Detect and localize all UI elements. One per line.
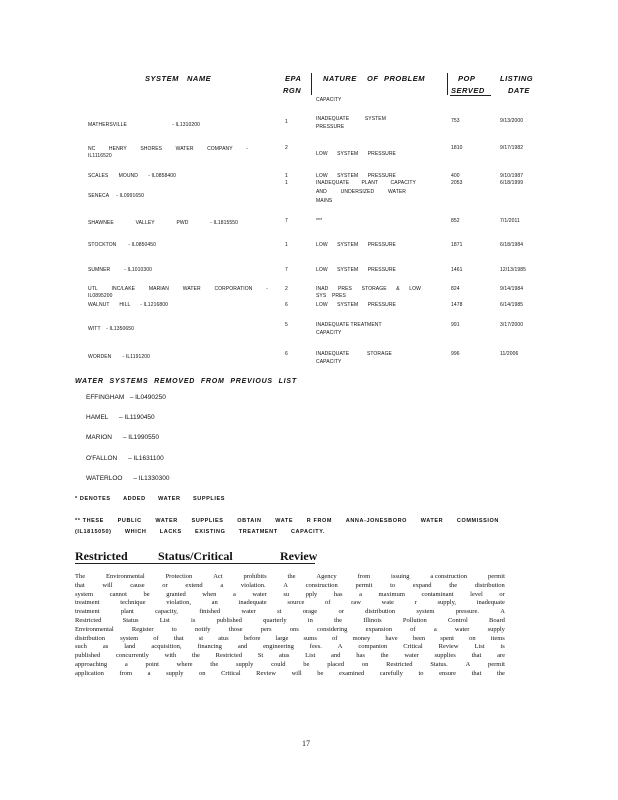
table-row-rgn: 6 <box>285 302 288 308</box>
paragraph-word: A <box>500 608 505 616</box>
header-nature: NATURE <box>323 74 357 83</box>
paragraph-word: raw <box>351 599 361 607</box>
table-row-name: IL1116520 <box>88 153 112 159</box>
table-row-nature: LOW SYSTEM PRESSURE <box>316 267 396 273</box>
table-row-name: WITT - IL1350650 <box>88 326 134 332</box>
paragraph-word: the <box>334 617 343 624</box>
note-added: * DENOTES ADDED WATER SUPPLIES <box>75 496 225 502</box>
paragraph-line <box>75 608 505 615</box>
paragraph-word: such <box>75 643 87 651</box>
header-date: DATE <box>508 86 530 95</box>
paragraph-word: r <box>414 599 417 607</box>
paragraph-word: pply <box>305 590 318 598</box>
paragraph-word: be <box>143 590 150 598</box>
paragraph-word: are <box>497 652 505 660</box>
table-row-rgn: 6 <box>285 351 288 357</box>
paragraph-word: water <box>252 590 267 598</box>
table-row-name: NC HENRY SHORES WATER COMPANY - <box>88 146 248 152</box>
table-row-name: STOCKTON - IL0850450 <box>88 242 156 248</box>
paragraph-line <box>75 599 505 606</box>
paragraph-word: atus <box>278 652 290 660</box>
paragraph-word: land <box>124 643 136 651</box>
paragraph-word: construction <box>305 581 338 589</box>
paragraph-word: granted <box>166 590 186 598</box>
paragraph-word: where <box>176 661 193 668</box>
paragraph-word: examined <box>338 669 365 677</box>
table-row-date: 9/17/1982 <box>500 145 524 151</box>
header-divider <box>447 73 448 95</box>
paragraph-word: on <box>361 661 369 668</box>
paragraph-word: cannot <box>109 590 127 598</box>
table-row-nature: INAD PRES STORAGE & LOW <box>316 286 421 292</box>
paragraph-word: that <box>471 652 482 660</box>
paragraph-word: to <box>171 625 177 633</box>
note-anna-jonesboro: ** THESE PUBLIC WATER SUPPLIES OBTAIN WATE R FROM ANNA-JONESBORO WATER COMMISSION <box>75 518 499 524</box>
paragraph-word: will <box>102 581 113 589</box>
paragraph-word: Review <box>256 669 276 677</box>
paragraph-word: on <box>469 634 476 642</box>
table-row-nature: SYS PRES <box>316 293 346 299</box>
paragraph-word: Board <box>489 617 505 624</box>
table-row-nature: INADEQUATE SYSTEM <box>316 116 386 122</box>
paragraph-word: inadequate <box>238 599 267 607</box>
paragraph-word: the <box>496 669 505 677</box>
paragraph-word: is <box>500 643 505 651</box>
paragraph-word: Review <box>438 643 459 651</box>
paragraph-word: or <box>162 581 168 589</box>
paragraph-word: approaching <box>75 661 108 668</box>
removed-item: EFFINGHAM – IL0490250 <box>86 394 166 401</box>
paragraph-word: permit <box>355 581 373 589</box>
paragraph-word: supplies <box>434 652 456 660</box>
paragraph-word: or <box>499 590 505 598</box>
section-title-review: Review <box>280 549 318 563</box>
paragraph-word: water <box>241 608 256 616</box>
table-row-rgn: 5 <box>285 322 288 328</box>
header-epa: EPA <box>285 74 302 83</box>
paragraph-word: maximum <box>378 590 405 598</box>
paragraph-word: Act <box>213 573 223 580</box>
paragraph-word: Critical <box>221 669 241 677</box>
paragraph-word: List <box>474 643 485 651</box>
paragraph-word: expand <box>412 581 432 589</box>
paragraph-word: st <box>198 634 204 642</box>
paragraph-word: published <box>216 617 242 624</box>
paragraph-word: quarterly <box>263 617 287 624</box>
paragraph-word: those <box>228 625 243 633</box>
table-row-name: WORDEN - IL1191200 <box>88 354 150 360</box>
removed-item: WATERLOO – IL1330300 <box>86 475 170 482</box>
table-row-pop: 1478 <box>451 302 463 308</box>
table-row-nature: PRESSURE <box>316 124 345 130</box>
removed-item: O'FALLON – IL1631100 <box>86 455 164 462</box>
paragraph-word: Status <box>122 617 139 624</box>
header-name: NAME <box>187 74 212 83</box>
header-pop: POP <box>458 74 476 83</box>
paragraph-word: technique <box>120 599 146 607</box>
paragraph-word: Critical <box>403 643 423 651</box>
paragraph-word: a construction <box>430 573 468 580</box>
note-anna-jonesboro: (IL1815050) WHICH LACKS EXISTING TREATMENT CAPACITY. <box>75 529 325 535</box>
paragraph-word: acquisition, <box>151 643 182 651</box>
table-row-nature: MAINS <box>316 198 333 204</box>
paragraph-line <box>75 670 505 677</box>
paragraph-word: extend <box>185 581 203 589</box>
table-row-date: 9/14/1984 <box>500 286 524 292</box>
paragraph-word: Environmental <box>75 625 114 633</box>
paragraph-word: supply <box>236 661 254 668</box>
paragraph-word: when <box>202 590 217 598</box>
paragraph-word: the <box>191 652 200 660</box>
paragraph-word: pers <box>260 625 272 633</box>
paragraph-word: that <box>75 581 85 589</box>
paragraph-word: Status. <box>430 661 448 668</box>
paragraph-word: supply <box>487 625 505 633</box>
table-row-date: 7/1/2011 <box>500 218 520 224</box>
paragraph-word: sums <box>303 634 317 642</box>
paragraph-word: Pollution <box>402 617 427 624</box>
table-row-rgn: 1 <box>285 119 288 125</box>
paragraph-word: concurrently <box>116 652 149 660</box>
page-number: 17 <box>302 739 310 748</box>
table-row-date: 12/13/1985 <box>500 267 527 273</box>
table-row-nature: INADEQUATE STORAGE <box>316 351 392 357</box>
paragraph-word: Protection <box>165 573 193 580</box>
paragraph-word: distribution <box>474 581 505 589</box>
paragraph-word: system <box>75 590 94 598</box>
paragraph-word: a <box>147 669 151 677</box>
paragraph-word: A <box>283 581 288 589</box>
paragraph-word: a <box>124 661 128 668</box>
table-row-nature: *** <box>316 218 323 224</box>
table-row-nature: AND UNDERSIZED WATER <box>316 189 406 195</box>
table-row-rgn: 1 <box>285 242 288 248</box>
paragraph-word: ons <box>289 625 299 633</box>
paragraph-word: before <box>243 634 261 642</box>
table-row-nature: INADEQUATE PLANT CAPACITY <box>316 180 416 186</box>
header-of: OF <box>367 74 379 83</box>
paragraph-line <box>75 573 505 580</box>
paragraph-word: inadequate <box>476 599 505 607</box>
paragraph-word: supply <box>166 669 184 677</box>
header-divider <box>311 73 312 95</box>
table-row-date: 6/18/1999 <box>500 180 524 186</box>
paragraph-word: The <box>75 573 86 580</box>
paragraph-word: be <box>317 669 324 677</box>
table-row-nature: LOW SYSTEM PRESSURE <box>316 242 396 248</box>
table-row-pop: 1461 <box>451 267 463 273</box>
paragraph-word: could <box>271 661 286 668</box>
table-row-rgn: 7 <box>285 267 288 273</box>
paragraph-word: atus <box>218 634 229 642</box>
header-rgn: RGN <box>283 86 302 95</box>
table-row-rgn: 1 <box>285 180 288 186</box>
paragraph-word: has <box>333 590 343 598</box>
paragraph-word: have <box>385 634 398 642</box>
paragraph-word: Restricted <box>215 652 243 660</box>
table-row-nature: LOW SYSTEM PRESSURE <box>316 302 396 308</box>
paragraph-word: of <box>410 625 416 633</box>
table-row-name: UTL INC/LAKE MARIAN WATER CORPORATION - <box>88 286 268 292</box>
paragraph-word: the <box>287 573 296 580</box>
paragraph-word: the <box>380 652 389 660</box>
paragraph-word: distribution <box>75 634 105 642</box>
paragraph-word: a <box>220 581 224 589</box>
capacity-carryover: CAPACITY <box>316 97 342 103</box>
table-row-date: 9/10/1987 <box>500 173 524 179</box>
table-row-pop: 996 <box>451 351 460 357</box>
table-row-date: 9/13/2000 <box>500 118 524 124</box>
table-row-pop: 991 <box>451 322 460 328</box>
header-system: SYSTEM <box>145 74 179 83</box>
paragraph-word: point <box>145 661 159 668</box>
paragraph-word: has <box>356 652 365 660</box>
paragraph-word: or <box>338 608 344 616</box>
paragraph-word: in <box>307 617 313 624</box>
paragraph-word: contaminant <box>421 590 454 598</box>
paragraph-line <box>75 635 505 642</box>
paragraph-word: Restricted <box>386 661 413 668</box>
paragraph-line <box>75 626 505 633</box>
paragraph-word: and <box>237 643 248 651</box>
paragraph-word: from <box>119 669 133 677</box>
table-row-name: MATHERSVILLE - IL1310200 <box>88 122 200 128</box>
table-row-pop: 1810 <box>451 145 463 151</box>
paragraph-word: st <box>277 608 282 616</box>
paragraph-word: a <box>359 590 362 598</box>
paragraph-word: su <box>283 590 290 598</box>
paragraph-word: finished <box>199 608 221 616</box>
paragraph-word: fees. <box>309 643 322 651</box>
table-row-date: 6/14/1985 <box>500 302 524 308</box>
paragraph-word: and <box>331 652 341 660</box>
paragraph-word: of <box>325 599 331 607</box>
paragraph-line <box>75 582 505 589</box>
paragraph-word: carefully <box>379 669 403 677</box>
paragraph-word: List <box>305 652 316 660</box>
paragraph-word: large <box>275 634 289 642</box>
paragraph-word: supply, <box>437 599 457 607</box>
paragraph-word: distribution <box>365 608 396 616</box>
removed-item: HAMEL – IL1190450 <box>86 414 155 421</box>
paragraph-word: companion <box>358 643 388 651</box>
paragraph-word: application <box>75 669 104 677</box>
paragraph-word: published <box>75 652 101 660</box>
paragraph-word: on <box>199 669 206 677</box>
paragraph-line <box>75 661 505 668</box>
header-underline <box>450 95 491 96</box>
paragraph-word: A <box>337 643 343 651</box>
paragraph-word: placed <box>327 661 345 668</box>
paragraph-line <box>75 643 505 650</box>
paragraph-word: cause <box>130 581 145 589</box>
table-row-nature: INADEQUATE TREATMENT <box>316 322 382 328</box>
paragraph-word: items <box>490 634 505 642</box>
table-row-nature: LOW SYSTEM PRESSURE <box>316 173 396 179</box>
table-row-name: SHAWNEE VALLEY PWD - IL1815550 <box>88 220 238 226</box>
table-row-pop: 2053 <box>451 180 463 186</box>
paragraph-word: permit <box>488 661 505 668</box>
paragraph-word: wate <box>381 599 394 607</box>
paragraph-word: violation, <box>166 599 191 607</box>
paragraph-word: of <box>332 634 338 642</box>
paragraph-word: a <box>232 590 236 598</box>
paragraph-word: plant <box>120 608 134 616</box>
paragraph-word: water <box>404 652 419 660</box>
section-title-underline <box>75 563 315 564</box>
paragraph-word: Register <box>131 625 154 633</box>
section-title-restricted: Restricted <box>75 549 128 563</box>
paragraph-word: prohibits <box>243 573 267 580</box>
table-row-rgn: 7 <box>285 218 288 224</box>
table-row-pop: 852 <box>451 218 460 224</box>
table-row-rgn: 1 <box>285 173 288 179</box>
header-problem: PROBLEM <box>384 74 425 83</box>
paragraph-word: ensure <box>439 669 457 677</box>
paragraph-word: Environmental <box>106 573 145 580</box>
table-row-name: IL0895200 <box>88 293 113 299</box>
paragraph-word: to <box>390 581 396 589</box>
paragraph-word: to <box>418 669 424 677</box>
table-row-pop: 400 <box>451 173 460 179</box>
paragraph-word: Restricted <box>75 617 102 624</box>
paragraph-word: with <box>164 652 177 660</box>
table-row-date: 6/18/1984 <box>500 242 524 248</box>
paragraph-word: A <box>465 661 471 668</box>
paragraph-word: that <box>173 634 184 642</box>
table-row-rgn: 2 <box>285 145 288 151</box>
paragraph-word: notify <box>195 625 211 633</box>
table-row-name: SUMNER - IL1010300 <box>88 267 152 273</box>
paragraph-word: Illinois <box>363 617 382 624</box>
paragraph-word: financing <box>197 643 222 651</box>
paragraph-word: orage <box>302 608 318 616</box>
paragraph-word: been <box>412 634 426 642</box>
paragraph-word: water <box>454 625 470 633</box>
paragraph-word: engineering <box>263 643 294 651</box>
paragraph-word: will <box>291 669 302 677</box>
paragraph-word: an <box>211 599 218 607</box>
paragraph-word: level <box>470 590 483 598</box>
paragraph-word: system <box>120 634 139 642</box>
paragraph-word: pressure. <box>455 608 479 616</box>
table-row-nature: CAPACITY <box>316 359 342 365</box>
paragraph-word: treatment <box>75 599 100 607</box>
table-row-pop: 824 <box>451 286 460 292</box>
paragraph-word: the <box>210 661 219 668</box>
table-row-rgn: 2 <box>285 286 288 292</box>
paragraph-word: issuing <box>391 573 410 580</box>
table-row-date: 11/2006 <box>500 351 519 357</box>
paragraph-word: Control <box>447 617 468 624</box>
paragraph-word: List <box>159 617 170 624</box>
paragraph-line <box>75 591 505 598</box>
paragraph-word: from <box>357 573 371 580</box>
section-title-status: Status/Critical <box>158 549 233 563</box>
paragraph-word: permit <box>487 573 505 580</box>
paragraph-word: a <box>433 625 437 633</box>
table-row-nature: LOW SYSTEM PRESSURE <box>316 151 396 157</box>
paragraph-word: of <box>153 634 159 642</box>
header-served: SERVED <box>451 86 485 95</box>
paragraph-word: capacity, <box>155 608 178 616</box>
paragraph-word: the <box>449 581 458 589</box>
paragraph-word: source <box>287 599 305 607</box>
header-listing: LISTING <box>500 74 534 83</box>
paragraph-word: spent <box>440 634 454 642</box>
paragraph-word: as <box>102 643 109 651</box>
paragraph-word: violation. <box>240 581 266 589</box>
paragraph-word: treatment <box>75 608 100 616</box>
table-row-pop: 1871 <box>451 242 463 248</box>
paragraph-line <box>75 617 505 624</box>
table-row-nature: CAPACITY <box>316 330 342 336</box>
removed-item: MARION – IL1990550 <box>86 434 159 441</box>
paragraph-word: Agency <box>316 573 337 580</box>
table-row-pop: 753 <box>451 118 460 124</box>
paragraph-word: is <box>191 617 196 624</box>
table-row-date: 3/17/2000 <box>500 322 524 328</box>
paragraph-word: that <box>471 669 482 677</box>
paragraph-word: system <box>416 608 435 616</box>
table-row-name: SENECA - IL0991650 <box>88 193 144 199</box>
table-row-name: WALNUT HILL - IL1216800 <box>88 302 168 308</box>
paragraph-word: St <box>257 652 264 660</box>
paragraph-line <box>75 652 505 659</box>
paragraph-word: considering <box>317 625 348 633</box>
paragraph-word: expansion <box>365 625 392 633</box>
paragraph-word: money <box>352 634 371 642</box>
paragraph-word: be <box>303 661 310 668</box>
table-row-name: SCALES MOUND - IL0858400 <box>88 173 176 179</box>
removed-heading: WATER SYSTEMS REMOVED FROM PREVIOUS LIST <box>75 378 297 385</box>
